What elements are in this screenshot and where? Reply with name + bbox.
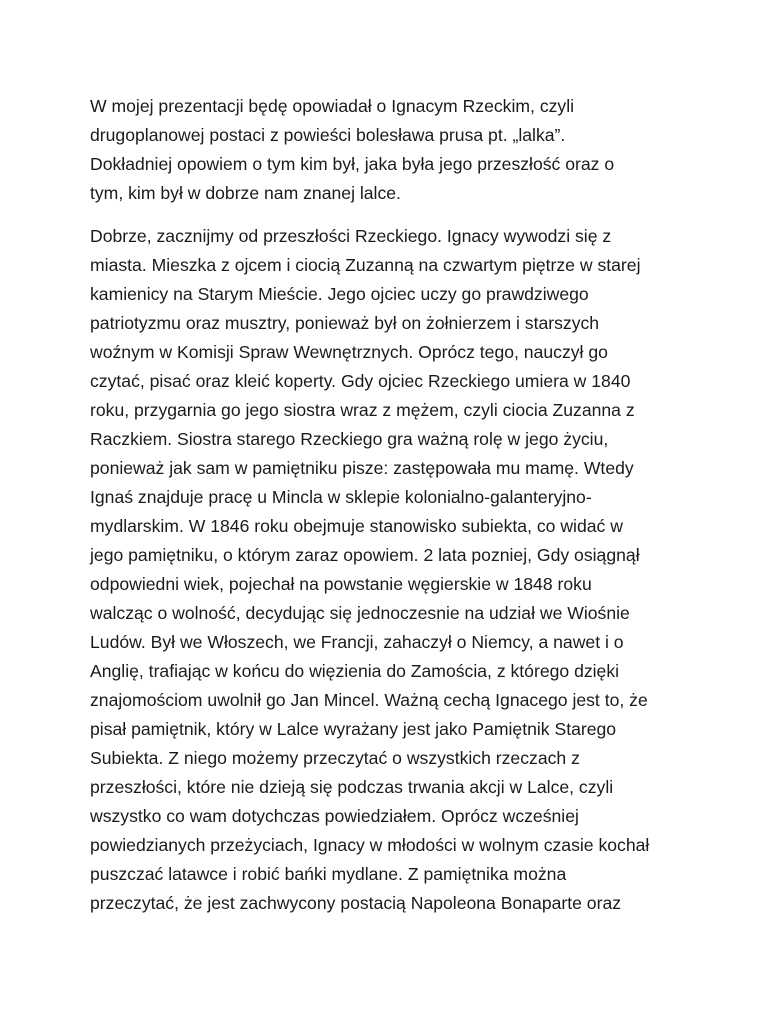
text-line: czytać, pisać oraz kleić koperty. Gdy ojciec Rzeckiego umiera w 1840 <box>90 371 631 391</box>
text-line: odpowiedni wiek, pojechał na powstanie węgierskie w 1848 roku <box>90 574 592 594</box>
paragraph-introduction <box>90 92 690 208</box>
text-line: woźnym w Komisji Spraw Wewnętrznych. Oprócz tego, nauczył go <box>90 342 608 362</box>
text-line: roku, przygarnia go jego siostra wraz z mężem, czyli ciocia Zuzanna z <box>90 400 635 420</box>
text-line: znajomościom uwolnił go Jan Mincel. Ważną cechą Ignacego jest to, że <box>90 690 648 710</box>
text-line: drugoplanowej postaci z powieści bolesława prusa pt. „lalka”. <box>90 125 566 145</box>
text-line: miasta. Mieszka z ojcem i ciocią Zuzanną na czwartym piętrze w starej <box>90 255 641 275</box>
text-line: przeszłości, które nie dzieją się podczas trwania akcji w Lalce, czyli <box>90 777 614 797</box>
text-line: mydlarskim. W 1846 roku obejmuje stanowisko subiekta, co widać w <box>90 516 623 536</box>
text-line: patriotyzmu oraz musztry, ponieważ był on żołnierzem i starszych <box>90 313 600 333</box>
text-line: tym, kim był w dobrze nam znanej lalce. <box>90 183 401 203</box>
text-line: jego pamiętniku, o którym zaraz opowiem. 2 lata pozniej, Gdy osiągnął <box>90 545 640 565</box>
text-line: pisał pamiętnik, który w Lalce wyrażany jest jako Pamiętnik Starego <box>90 719 617 739</box>
text-line: walcząc o wolność, decydując się jednoczesnie na udział we Wiośnie <box>90 603 630 623</box>
text-line: W mojej prezentacji będę opowiadał o Ignacym Rzeckim, czyli <box>90 96 575 116</box>
text-line: Ludów. Był we Włoszech, we Francji, zahaczył o Niemcy, a nawet i o <box>90 632 624 652</box>
text-line: Anglię, trafiając w końcu do więzienia do Zamościa, z którego dzięki <box>90 661 620 681</box>
paragraph-past-of-rzecki <box>90 222 690 918</box>
text-line: Dokładniej opowiem o tym kim był, jaka była jego przeszłość oraz o <box>90 154 615 174</box>
text-line: ponieważ jak sam w pamiętniku pisze: zastępowała mu mamę. Wtedy <box>90 458 634 478</box>
text-line: Dobrze, zacznijmy od przeszłości Rzeckiego. Ignacy wywodzi się z <box>90 226 612 246</box>
text-line: przeczytać, że jest zachwycony postacią Napoleona Bonaparte oraz <box>90 893 622 913</box>
text-line: powiedzianych przeżyciach, Ignacy w młodości w wolnym czasie kochał <box>90 835 650 855</box>
text-line: Subiekta. Z niego możemy przeczytać o wszystkich rzeczach z <box>90 748 580 768</box>
text-line: wszystko co wam dotychczas powiedziałem. Oprócz wcześniej <box>90 806 579 826</box>
text-line: Ignaś znajduje pracę u Mincla w sklepie kolonialno-galanteryjno- <box>90 487 592 507</box>
text-line: Raczkiem. Siostra starego Rzeckiego gra ważną rolę w jego życiu, <box>90 429 609 449</box>
text-line: puszczać latawce i robić bańki mydlane. Z pamiętnika można <box>90 864 567 884</box>
text-line: kamienicy na Starym Mieście. Jego ojciec uczy go prawdziwego <box>90 284 589 304</box>
